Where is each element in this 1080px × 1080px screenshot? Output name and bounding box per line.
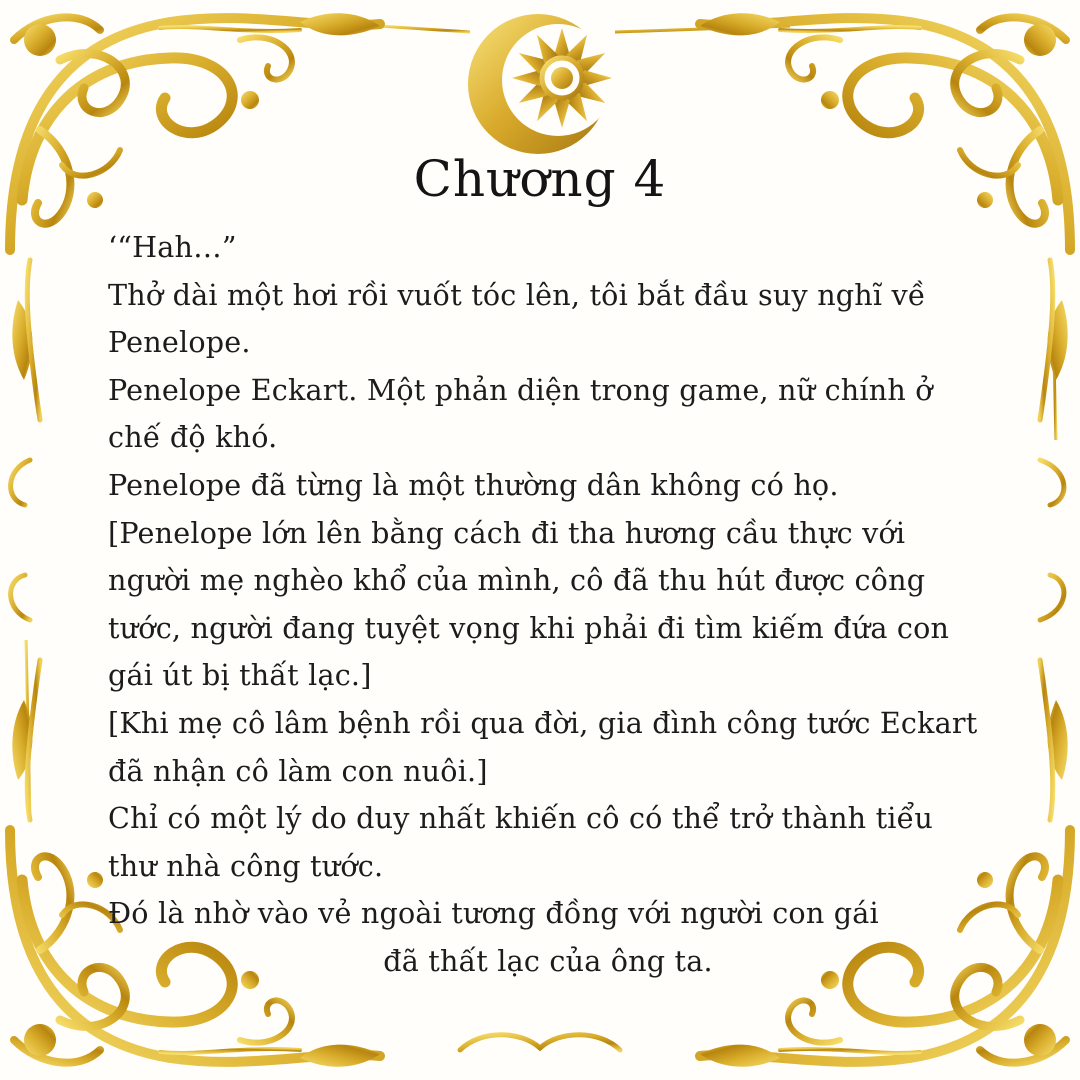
paragraph: Thở dài một hơi rồi vuốt tóc lên, tôi bắt đầu suy nghĩ về Penelope. <box>108 277 926 360</box>
chapter-title: Chương 4 <box>413 150 667 208</box>
paragraph: Đó là nhờ vào vẻ ngoài tương đồng với người con gái <box>108 896 879 931</box>
paragraph: [Penelope lớn lên bằng cách đi tha hương cầu thực với người mẹ nghèo khổ của mình, cô đã thu hút được công tước, người đang tuyệt vọng khi phải đi tìm kiếm đứa con gái út bị thất lạc.] <box>108 515 950 693</box>
paragraph: ‘“Hah…” <box>108 230 237 264</box>
crescent-moon-sun-icon <box>466 6 620 160</box>
paragraph-centered: đã thất lạc của ông ta. <box>383 943 713 978</box>
paragraph: Chỉ có một lý do duy nhất khiến cô có thể trở thành tiểu thư nhà công tước. <box>108 801 934 883</box>
paragraph: Penelope đã từng là một thường dân không có họ. <box>108 467 839 502</box>
paragraph: [Khi mẹ cô lâm bệnh rồi qua đời, gia đình công tước Eckart đã nhận cô làm con nuôi.] <box>108 705 978 788</box>
chapter-body <box>108 224 988 986</box>
paragraph: Penelope Eckart. Một phản diện trong game, nữ chính ở chế độ khó. <box>108 372 933 455</box>
